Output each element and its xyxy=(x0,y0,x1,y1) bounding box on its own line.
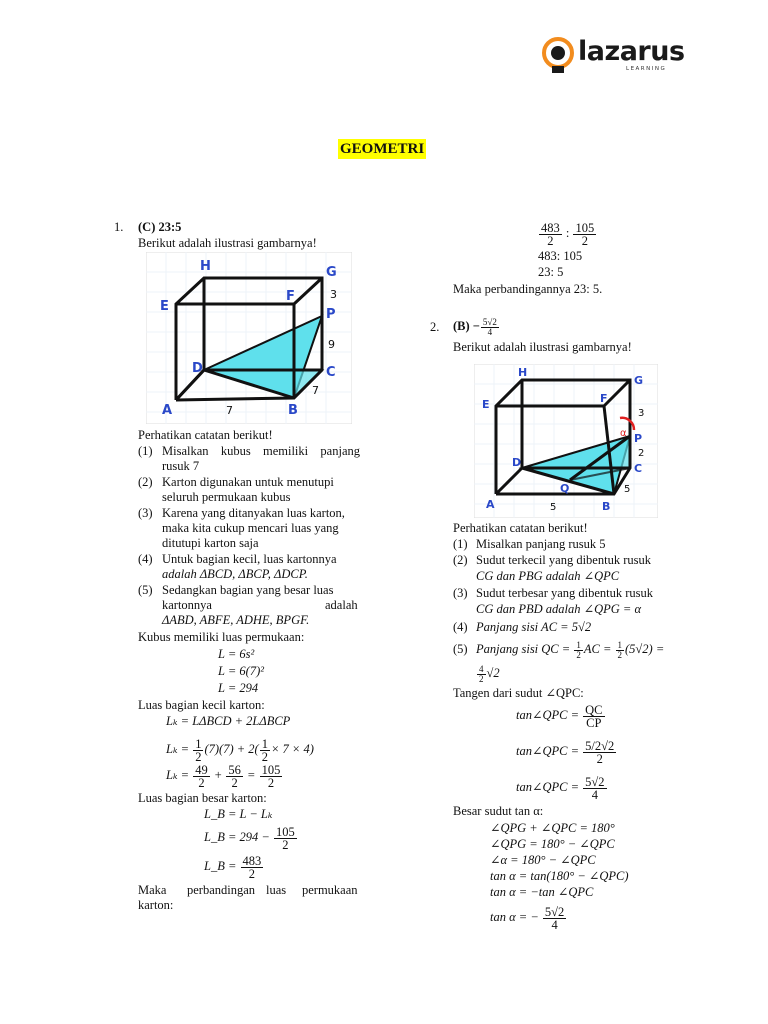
q1-ratio-2: 483: 105 xyxy=(538,249,583,263)
q1-note-2-l2: seluruh permukaan kubus xyxy=(162,490,291,504)
q1-note-1-l2: rusuk 7 xyxy=(162,459,200,473)
q2-alpha-3: ∠α = 180° − ∠QPC xyxy=(490,853,596,867)
q2-alpha-5: tan α = −tan ∠QPC xyxy=(490,885,594,899)
q2-note-2-l1: Sudut terkecil yang dibentuk rusuk xyxy=(476,553,651,567)
cube-figure-2 xyxy=(474,364,658,518)
fig1-label-a: A xyxy=(162,403,173,418)
q1-surface-2: L = 6(7)² xyxy=(218,664,264,678)
q1-small-2: Lₖ = $\frac{1}{2}$ (7)(7) + 2( $\frac{1}{2}$ × 7 × 4) xyxy=(166,736,314,764)
q1-big-3: L_B = $\frac{483}{2}$ xyxy=(204,853,262,881)
cube-figure-1 xyxy=(146,252,352,424)
fig2-label-f: F xyxy=(600,392,608,405)
q2-note-1-num: (1) xyxy=(453,537,468,551)
q1-note-4-num: (4) xyxy=(138,552,153,566)
fig2-label-d: D xyxy=(512,456,522,469)
q1-note-2-num: (2) xyxy=(138,475,153,489)
q1-big-head: Luas bagian besar karton: xyxy=(138,791,267,805)
fig2-label-e: E xyxy=(482,398,490,411)
q2-tan-1: tan∠QPC = $\frac{QC}{CP}$ xyxy=(516,702,603,730)
q1-small-3: Lₖ = $\frac{49}{2}$ + $\frac{56}{2}$ = $\frac{105}{2}$ xyxy=(166,762,281,790)
fig2-label-c: C xyxy=(634,462,643,475)
fig2-num-5b: 5 xyxy=(550,502,557,513)
fig2-label-q: Q xyxy=(560,482,570,495)
q2-note-5-l1: Panjang sisi QC = $\frac{1}{2}$ AC = $\frac{1}{2}$ (5√2) = xyxy=(476,639,665,660)
q2-note-2-num: (2) xyxy=(453,553,468,567)
bulb-logo-icon xyxy=(540,36,576,76)
q2-note-3-num: (3) xyxy=(453,586,468,600)
q1-conclude-1c: luas xyxy=(266,883,287,897)
q2-alpha-head: Besar sudut tan α: xyxy=(453,804,544,818)
fig2-label-g: G xyxy=(634,374,644,387)
q1-note-1-num: (1) xyxy=(138,444,153,458)
q2-tan-3: tan∠QPC = $\frac{5√2}{4}$ xyxy=(516,774,605,802)
q1-note-3-l2: maka kita cukup mencari luas yang xyxy=(162,521,339,535)
q1-note-5-l1: Sedangkan bagian yang besar luas xyxy=(162,583,334,597)
q1-note-4-l2: adalah ΔBCD, ΔBCP, ΔDCP. xyxy=(162,567,308,581)
fig1-num-7a: 7 xyxy=(226,404,233,417)
q1-note-5-l3: ΔABD, ABFE, ADHE, BPGF. xyxy=(162,613,310,627)
q1-conclude-1a: Maka xyxy=(138,883,167,897)
q2-tan-2: tan∠QPC = $\frac{5/2√2}{2}$ xyxy=(516,738,615,766)
fig1-label-c: C xyxy=(326,365,336,380)
q1-ratio-1: $\frac{483}{2}$ : $\frac{105}{2}$ xyxy=(541,220,595,248)
q2-note-head: Perhatikan catatan berikut! xyxy=(453,521,588,535)
q2-note-2-l2: CG dan PBG adalah ∠QPC xyxy=(476,569,620,583)
q1-big-1: L_B = L − Lₖ xyxy=(204,807,273,821)
q2-note-5-num: (5) xyxy=(453,642,468,656)
fig2-label-b: B xyxy=(602,500,611,513)
q1-note-head: Perhatikan catatan berikut! xyxy=(138,428,273,442)
fig2-alpha: α xyxy=(620,428,627,439)
fig1-label-p: P xyxy=(326,307,336,322)
q1-number: 1. xyxy=(114,220,124,234)
q1-intro: Berikut adalah ilustrasi gambarnya! xyxy=(138,236,317,250)
q1-answer: (C) 23:5 xyxy=(138,220,182,234)
q1-note-5-num: (5) xyxy=(138,583,153,597)
fig1-num-3: 3 xyxy=(330,288,337,301)
fig2-num-2: 2 xyxy=(638,448,645,459)
q1-surface-1: L = 6s² xyxy=(218,647,255,661)
fig1-label-g: G xyxy=(326,265,337,280)
q1-small-1: Lₖ = LΔBCD + 2LΔBCP xyxy=(166,714,291,728)
q2-intro: Berikut adalah ilustrasi gambarnya! xyxy=(453,340,632,354)
q2-number: 2. xyxy=(430,320,440,334)
q2-note-4-num: (4) xyxy=(453,620,468,634)
fig1-num-7b: 7 xyxy=(312,384,319,397)
q1-small-head: Luas bagian kecil karton: xyxy=(138,698,265,712)
fig1-label-b: B xyxy=(288,403,298,418)
q1-note-4-l1: Untuk bagian kecil, luas kartonnya xyxy=(162,552,337,566)
q1-note-3-l1: Karena yang ditanyakan luas karton, xyxy=(162,506,345,520)
fig1-num-9: 9 xyxy=(328,338,335,351)
q2-alpha-1: ∠QPG + ∠QPC = 180° xyxy=(490,821,615,835)
fig1-label-f: F xyxy=(286,289,295,304)
q2-note-4-l1: Panjang sisi AC = 5√2 xyxy=(476,620,592,634)
q1-note-1-l1: Misalkan kubus memiliki panjang xyxy=(162,444,360,458)
q1-ratio-3: 23: 5 xyxy=(538,265,564,279)
q2-note-5-l2: $\frac{4}{2}$ √2 xyxy=(479,663,500,684)
q1-note-2-l1: Karton digunakan untuk menutupi xyxy=(162,475,334,489)
fig2-label-h: H xyxy=(518,366,528,379)
logo-name: lazarus xyxy=(578,36,685,67)
logo-subtitle: LEARNING xyxy=(626,66,667,72)
q1-note-3-num: (3) xyxy=(138,506,153,520)
q2-note-1-l1: Misalkan panjang rusuk 5 xyxy=(476,537,606,551)
fig1-label-h: H xyxy=(200,259,211,274)
page-title: GEOMETRI xyxy=(340,141,425,157)
q1-conclude-2: karton: xyxy=(138,898,174,912)
q2-answer: (B) − $\frac{5√2}{4}$ xyxy=(453,316,497,337)
q2-alpha-2: ∠QPG = 180° − ∠QPC xyxy=(490,837,615,851)
q1-conclude-1b: perbandingan xyxy=(187,883,256,897)
lazarus-logo xyxy=(540,36,685,76)
fig1-label-d: D xyxy=(192,361,203,376)
fig2-label-p: P xyxy=(634,432,643,445)
q1-note-3-l3: ditutupi karton saja xyxy=(162,536,259,550)
q1-surface-3: L = 294 xyxy=(218,681,259,695)
fig2-num-3: 3 xyxy=(638,408,645,419)
q1-note-5-l2a: kartonnya xyxy=(162,598,212,612)
q2-alpha-4: tan α = tan(180° − ∠QPC) xyxy=(490,869,629,883)
q1-conclude-1d: permukaan xyxy=(302,883,358,897)
q1-final: Maka perbandingannya 23: 5. xyxy=(453,282,603,296)
q1-big-2: L_B = 294 − $\frac{105}{2}$ xyxy=(204,824,295,852)
fig2-label-a: A xyxy=(486,498,495,511)
q2-note-3-l1: Sudut terbesar yang dibentuk rusuk xyxy=(476,586,654,600)
q1-surface-head: Kubus memiliki luas permukaan: xyxy=(138,630,305,644)
q2-note-3-l2: CG dan PBD adalah ∠QPG = α xyxy=(476,602,642,616)
fig1-label-e: E xyxy=(160,299,169,314)
q2-alpha-final: tan α = − $\frac{5√2}{4}$ xyxy=(490,904,565,932)
q1-note-5-l2b: adalah xyxy=(325,598,358,612)
q2-tan-head: Tangen dari sudut ∠QPC: xyxy=(453,686,584,700)
fig2-num-5a: 5 xyxy=(624,484,631,495)
